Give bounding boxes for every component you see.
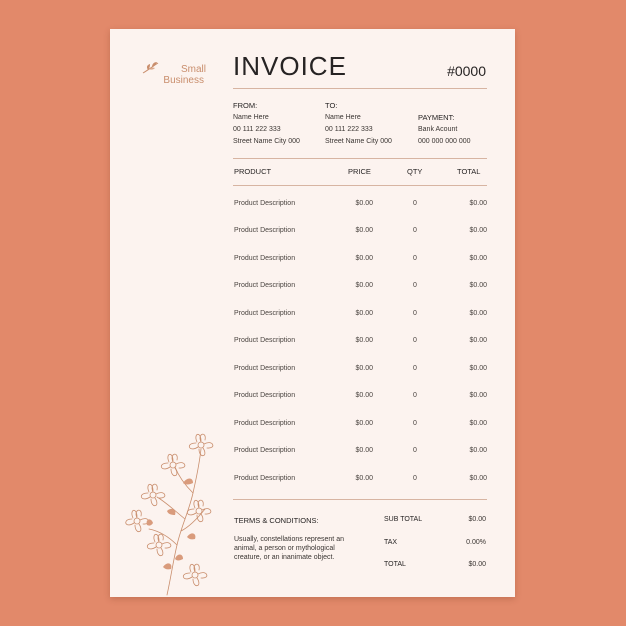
row-qty: 0 [413, 255, 417, 262]
row-qty: 0 [413, 200, 417, 207]
terms-text: Usually, constellations represent an animal, a person or mythological creature, or an inanimate object. [234, 536, 344, 561]
from-block [233, 100, 300, 148]
to-block [325, 100, 392, 148]
row-qty: 0 [413, 365, 417, 372]
table-row [233, 310, 487, 322]
divider [233, 499, 487, 500]
document-title: INVOICE [233, 51, 347, 81]
divider [233, 88, 487, 89]
row-price: $0.00 [355, 365, 373, 372]
row-total: $0.00 [469, 310, 487, 317]
row-qty: 0 [413, 392, 417, 399]
table-row [233, 475, 487, 487]
row-total: $0.00 [469, 365, 487, 372]
row-total: $0.00 [469, 420, 487, 427]
payment-account: 000 000 000 000 [418, 138, 471, 145]
terms-heading: TERMS & CONDITIONS: [234, 516, 319, 525]
invoice-sheet [110, 29, 515, 597]
row-price: $0.00 [355, 310, 373, 317]
table-row [233, 227, 487, 239]
to-heading: TO: [325, 101, 338, 110]
payment-method: Bank Acount [418, 126, 458, 133]
row-description: Product Description [234, 227, 296, 234]
to-address: Street Name City 000 [325, 138, 392, 145]
total-value: $0.00 [468, 561, 486, 568]
table-row [233, 282, 487, 294]
table-row [233, 337, 487, 349]
row-qty: 0 [413, 420, 417, 427]
row-price: $0.00 [355, 420, 373, 427]
row-price: $0.00 [355, 475, 373, 482]
row-price: $0.00 [355, 282, 373, 289]
payment-heading: PAYMENT: [418, 113, 455, 122]
table-row [233, 365, 487, 377]
row-description: Product Description [234, 255, 296, 262]
table-row [233, 200, 487, 212]
subtotal-label: SUB TOTAL [384, 516, 423, 523]
column-header-qty: QTY [407, 167, 423, 176]
row-total: $0.00 [469, 227, 487, 234]
column-header-product: PRODUCT [234, 167, 272, 176]
row-total: $0.00 [469, 200, 487, 207]
row-description: Product Description [234, 337, 296, 344]
row-qty: 0 [413, 227, 417, 234]
from-phone: 00 111 222 333 [233, 126, 281, 133]
from-name: Name Here [233, 114, 269, 121]
invoice-number: #0000 [447, 63, 486, 79]
tax-label: TAX [384, 539, 398, 546]
table-row [233, 447, 487, 459]
row-description: Product Description [234, 310, 296, 317]
table-row [233, 392, 487, 404]
subtotal-value: $0.00 [468, 516, 486, 523]
row-price: $0.00 [355, 392, 373, 399]
row-qty: 0 [413, 475, 417, 482]
row-description: Product Description [234, 420, 296, 427]
to-phone: 00 111 222 333 [325, 126, 373, 133]
row-description: Product Description [234, 475, 296, 482]
row-price: $0.00 [355, 337, 373, 344]
row-price: $0.00 [355, 447, 373, 454]
to-name: Name Here [325, 114, 361, 121]
row-description: Product Description [234, 392, 296, 399]
divider [233, 158, 487, 159]
row-description: Product Description [234, 282, 296, 289]
column-header-price: PRICE [348, 167, 371, 176]
row-description: Product Description [234, 447, 296, 454]
payment-block [418, 112, 471, 148]
row-description: Product Description [234, 365, 296, 372]
row-total: $0.00 [469, 475, 487, 482]
from-address: Street Name City 000 [233, 138, 300, 145]
row-total: $0.00 [469, 392, 487, 399]
row-total: $0.00 [469, 282, 487, 289]
row-total: $0.00 [469, 337, 487, 344]
row-qty: 0 [413, 447, 417, 454]
row-qty: 0 [413, 282, 417, 289]
row-price: $0.00 [355, 227, 373, 234]
row-total: $0.00 [469, 447, 487, 454]
cherry-blossom-illustration [123, 427, 215, 597]
row-price: $0.00 [355, 200, 373, 207]
row-qty: 0 [413, 337, 417, 344]
brand-name-line2: Business [163, 75, 204, 86]
table-row [233, 420, 487, 432]
row-description: Product Description [234, 200, 296, 207]
divider [233, 185, 487, 186]
from-heading: FROM: [233, 101, 258, 110]
brand-logo [142, 61, 212, 95]
brand-name-line1: Small [180, 64, 206, 75]
column-header-total: TOTAL [457, 167, 481, 176]
tax-value: 0.00% [466, 539, 486, 546]
total-label: TOTAL [384, 561, 406, 568]
row-price: $0.00 [355, 255, 373, 262]
row-qty: 0 [413, 310, 417, 317]
row-total: $0.00 [469, 255, 487, 262]
table-row [233, 255, 487, 267]
